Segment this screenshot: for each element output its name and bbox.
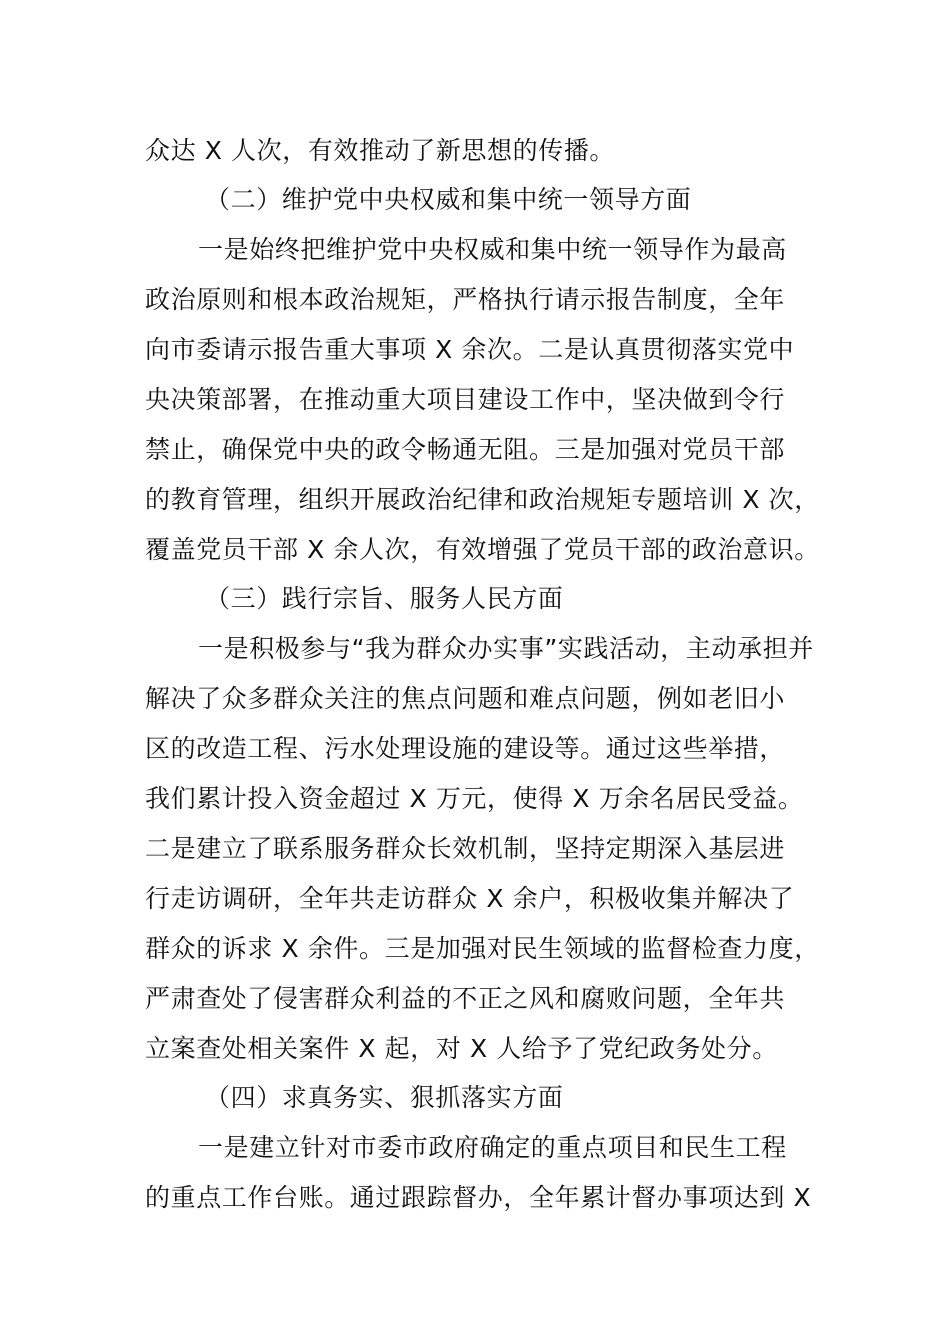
paragraph-line: 的重点工作台账。通过跟踪督办，全年累计督办事项达到 X bbox=[145, 1183, 812, 1212]
paragraph-line: 解决了众多群众关注的焦点问题和难点问题，例如老旧小 bbox=[145, 684, 786, 713]
paragraph-line: 区的改造工程、污水处理设施的建设等。通过这些举措， bbox=[145, 734, 786, 763]
paragraph-line: 一是始终把维护党中央权威和集中统一领导作为最高 bbox=[198, 235, 787, 264]
paragraph-line: 群众的诉求 X 余件。三是加强对民生领域的监督检查力度， bbox=[145, 934, 820, 963]
section-heading-4: （四）求真务实、狠抓落实方面 bbox=[205, 1083, 564, 1112]
paragraph-line: 覆盖党员干部 X 余人次，有效增强了党员干部的政治意识。 bbox=[145, 535, 820, 564]
paragraph-line: 立案查处相关案件 X 起，对 X 人给予了党纪政务处分。 bbox=[145, 1034, 778, 1063]
paragraph-line: 的教育管理，组织开展政治纪律和政治规矩专题培训 X 次， bbox=[145, 485, 820, 514]
section-heading-2: （二）维护党中央权威和集中统一领导方面 bbox=[205, 185, 692, 214]
paragraph-line: 政治原则和根本政治规矩，严格执行请示报告制度，全年 bbox=[145, 285, 786, 314]
paragraph-line: 众达 X 人次，有效推动了新思想的传播。 bbox=[145, 136, 616, 165]
paragraph-line: 二是建立了联系服务群众长效机制，坚持定期深入基层进 bbox=[145, 834, 786, 863]
paragraph-line: 一是积极参与“我为群众办实事”实践活动，主动承担并 bbox=[198, 634, 814, 663]
section-heading-3: （三）践行宗旨、服务人民方面 bbox=[205, 584, 564, 613]
paragraph-line: 我们累计投入资金超过 X 万元，使得 X 万余名居民受益。 bbox=[145, 784, 804, 813]
paragraph-line: 向市委请示报告重大事项 X 余次。二是认真贯彻落实党中 bbox=[145, 335, 795, 364]
paragraph-line: 央决策部署，在推动重大项目建设工作中，坚决做到令行 bbox=[145, 385, 786, 414]
paragraph-line: 一是建立针对市委市政府确定的重点项目和民生工程 bbox=[198, 1133, 787, 1162]
paragraph-line: 行走访调研，全年共走访群众 X 余户，积极收集并解决了 bbox=[145, 884, 795, 913]
paragraph-line: 严肃查处了侵害群众利益的不正之风和腐败问题，全年共 bbox=[145, 984, 786, 1013]
paragraph-line: 禁止，确保党中央的政令畅通无阻。三是加强对党员干部 bbox=[145, 435, 786, 464]
